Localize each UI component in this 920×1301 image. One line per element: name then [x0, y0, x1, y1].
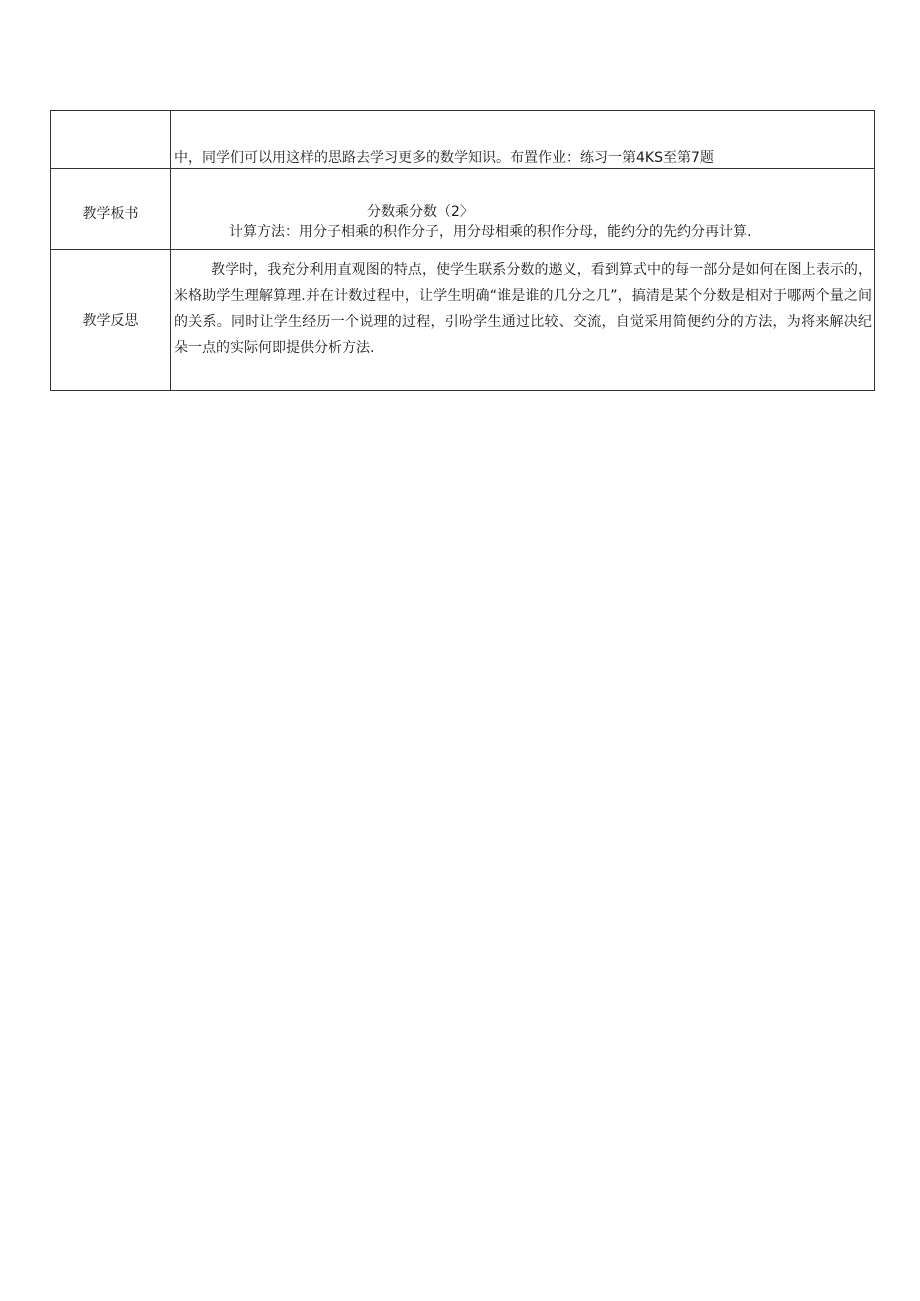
homework-text: 中，同学们可以用这样的思路去学习更多的数学知识。布置作业：练习一第4KS至第7题 — [174, 150, 714, 166]
homework-content-cell — [171, 111, 875, 169]
board-writing-content-cell — [171, 169, 875, 250]
table-row-board-writing — [51, 169, 875, 250]
board-method: 计算方法：用分子相乘的积作分子，用分母相乘的积作分母，能约分的先约分再计算. — [229, 224, 752, 240]
reflection-content-cell — [171, 250, 875, 391]
board-writing-label: 教学板书 — [82, 206, 139, 222]
table-row-reflection — [51, 250, 875, 391]
row-label-cell-board — [51, 169, 171, 250]
table-row-homework — [51, 111, 875, 169]
row-label-cell-empty — [51, 111, 171, 169]
reflection-label: 教学反思 — [82, 313, 139, 329]
board-title: 分数乘分数（2〉 — [367, 204, 474, 220]
row-label-cell-reflection — [51, 250, 171, 391]
lesson-plan-table — [50, 110, 875, 391]
reflection-text: 教学时，我充分利用直观图的特点，使学生联系分数的遨义，看到算式中的每一部分是如何在图上表示的，米格助学生理解算理.并在计数过程中，让学生明确“谁是谁的几分之几”，搞清是某个分数是相对于哪两个量之间的关系。同时让学生经历一个说理的过程，引吩学生通过比较、交流，自觉采用简便约分的方法，为将来解决纪朵一点的实际何即提供分析方法. — [174, 262, 872, 356]
